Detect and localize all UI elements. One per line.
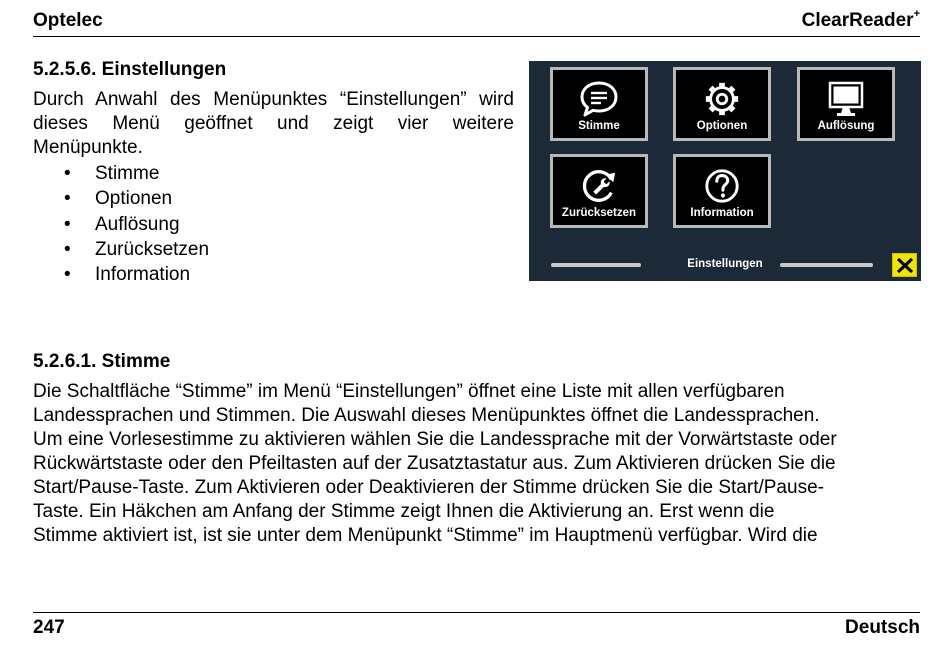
text-line: Stimme aktiviert ist, ist sie unter dem Menüpunkt “Stimme” im Hauptmenü verfügbar. Wird die [33, 525, 818, 546]
section-title-einstellungen: 5.2.5.6. Einstellungen [33, 59, 227, 80]
list-item [33, 262, 209, 287]
section-title-stimme: 5.2.6.1. Stimme [33, 351, 171, 372]
list-item [33, 186, 209, 211]
tile-label: Stimme [578, 120, 620, 132]
intro-paragraph: Durch Anwahl des Menüpunktes “Einstellungen” wird dieses Menü geöffnet und zeigt vier weitere Menüpunkte. [33, 89, 514, 158]
bullet: • [64, 213, 71, 235]
tile-zuruecksetzen[interactable] [550, 154, 648, 228]
bullet: • [64, 238, 71, 260]
tile-information[interactable] [673, 154, 771, 228]
text-line: Landessprachen und Stimmen. Die Auswahl dieses Menüpunktes öffnet die Landessprachen. [33, 405, 820, 426]
list-item-label: Zurücksetzen [95, 238, 210, 260]
text-line: Um eine Vorlesestimme zu aktivieren wählen Sie die Landessprache mit der Vorwärtstaste oder [33, 429, 837, 450]
tile-label: Information [690, 207, 754, 219]
tile-stimme[interactable] [550, 67, 648, 141]
list-item [33, 161, 209, 186]
list-item-label: Information [95, 264, 191, 286]
tile-label: Zurücksetzen [561, 207, 637, 219]
list-item-label: Optionen [95, 188, 173, 210]
close-button[interactable] [892, 253, 917, 277]
menu-bar-right-line [780, 263, 873, 267]
stimme-paragraph [33, 380, 923, 548]
text-line: Taste. Ein Häkchen am Anfang der Stimme zeigt Ihnen die Aktivierung an. Erst wenn die [33, 501, 775, 522]
header-brand: Optelec [33, 10, 103, 31]
bullet: • [64, 264, 71, 286]
tile-label: Auflösung [817, 120, 875, 132]
tile-aufloesung[interactable] [797, 67, 895, 141]
tile-optionen[interactable] [673, 67, 771, 141]
list-item-label: Auflösung [95, 213, 180, 235]
page-number: 247 [33, 617, 65, 638]
text-line: Start/Pause-Taste. Zum Aktivieren oder Deaktivieren der Stimme drücken Sie die Start/Pause- [33, 477, 824, 498]
menu-title: Einstellungen [687, 258, 763, 270]
reset-wrench-icon [579, 167, 619, 205]
gear-icon [702, 80, 742, 118]
page-footer [33, 612, 920, 643]
header-product-sup: + [913, 8, 920, 20]
list-item [33, 212, 209, 237]
header-product [802, 10, 920, 32]
page-header [33, 9, 920, 37]
monitor-icon [826, 80, 866, 118]
menu-bar-left-line [551, 263, 641, 267]
text-line: Die Schaltfläche “Stimme” im Menü “Einstellungen” öffnet eine Liste mit allen verfügbaren [33, 381, 785, 402]
tile-label: Optionen [696, 120, 748, 132]
bullet: • [64, 163, 71, 184]
text-line: Rückwärtstaste oder den Pfeiltasten auf der Zusatztastatur aus. Zum Aktivieren drücken Sie die [33, 453, 836, 474]
speech-bubble-icon [579, 80, 619, 118]
list-item-label: Stimme [95, 163, 160, 184]
footer-language: Deutsch [845, 617, 920, 638]
question-mark-icon [702, 167, 742, 205]
list-item [33, 237, 209, 262]
bullet: • [64, 188, 71, 210]
settings-menu-screenshot [529, 61, 921, 281]
menu-items-list [33, 161, 209, 287]
close-icon [896, 257, 914, 274]
header-product-name: ClearReader [801, 10, 914, 31]
